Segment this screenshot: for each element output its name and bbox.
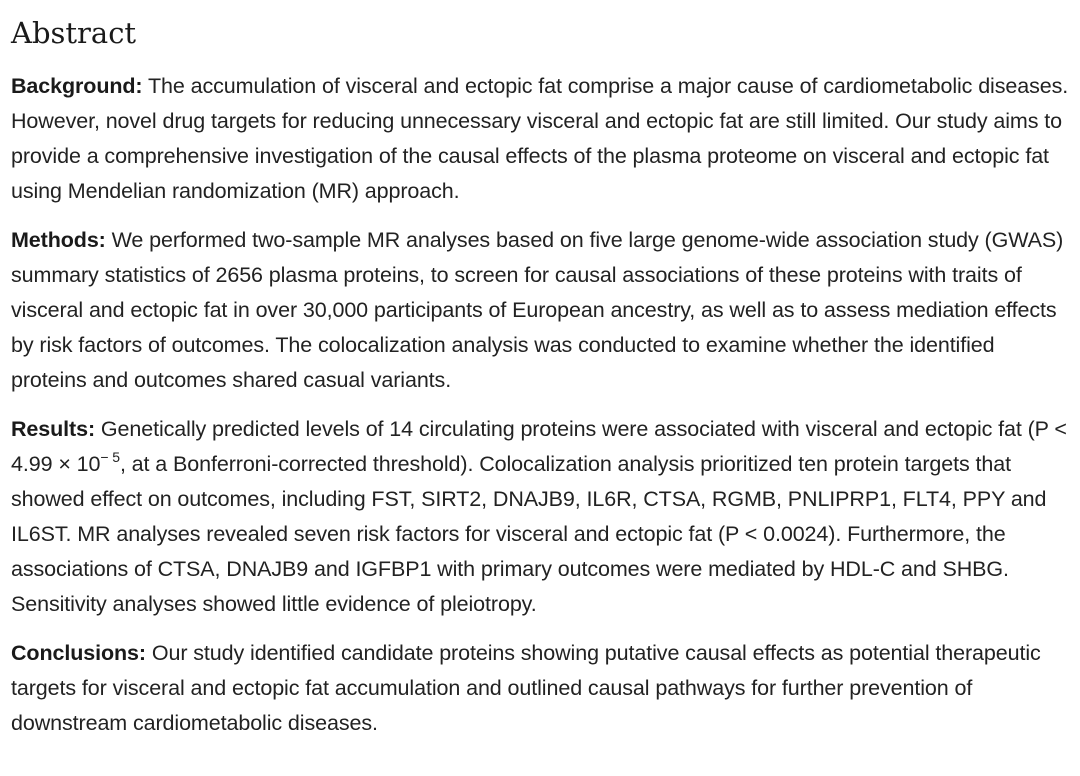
results-text-after: , at a Bonferroni-corrected threshold). Colocalization analysis prioritized ten protein targets that showed effect on outcomes, including FST, SIRT2, DNAJB9, IL6R, CTSA, RGMB, PNLIPRP1, FLT4, PPY and IL6ST. MR analyses revealed seven risk factors for visceral and ectopic fat (P < 0.0024). Furthermore, the associations of CTSA, DNAJB9 and IGFBP1 with primary outcomes were mediated by HDL-C and SHBG. Sensitivity analyses showed little evidence of pleiotropy. [11, 452, 1047, 616]
methods-text: We performed two-sample MR analyses based on five large genome-wide association study (GWAS) summary statistics of 2656 plasma proteins, to screen for causal associations of these proteins with traits of visceral and ectopic fat in over 30,000 participants of European ancestry, as well as to assess mediation effects by risk factors of outcomes. The colocalization analysis was conducted to examine whether the identified proteins and outcomes shared casual variants. [11, 228, 1064, 392]
results-paragraph [11, 412, 1073, 622]
methods-label: Methods: [11, 228, 106, 252]
background-paragraph [11, 69, 1073, 209]
conclusions-text: Our study identified candidate proteins showing putative causal effects as potential therapeutic targets for visceral and ectopic fat accumulation and outlined causal pathways for further prevention of downstream cardiometabolic diseases. [11, 641, 1041, 735]
background-text: The accumulation of visceral and ectopic fat comprise a major cause of cardiometabolic diseases. However, novel drug targets for reducing unnecessary visceral and ectopic fat are still limited. Our study aims to provide a comprehensive investigation of the causal effects of the plasma proteome on visceral and ectopic fat using Mendelian randomization (MR) approach. [11, 74, 1069, 203]
abstract-container [11, 0, 1073, 755]
results-label: Results: [11, 417, 96, 441]
methods-paragraph [11, 223, 1073, 398]
conclusions-label: Conclusions: [11, 641, 146, 665]
results-text-before: Genetically predicted levels of 14 circulating proteins were associated with visceral and ectopic fat (P < 4.99 × 10 [11, 417, 1067, 476]
conclusions-paragraph [11, 636, 1073, 741]
results-exponent: − 5 [100, 449, 120, 465]
abstract-title: Abstract [11, 16, 137, 50]
background-label: Background: [11, 74, 143, 98]
